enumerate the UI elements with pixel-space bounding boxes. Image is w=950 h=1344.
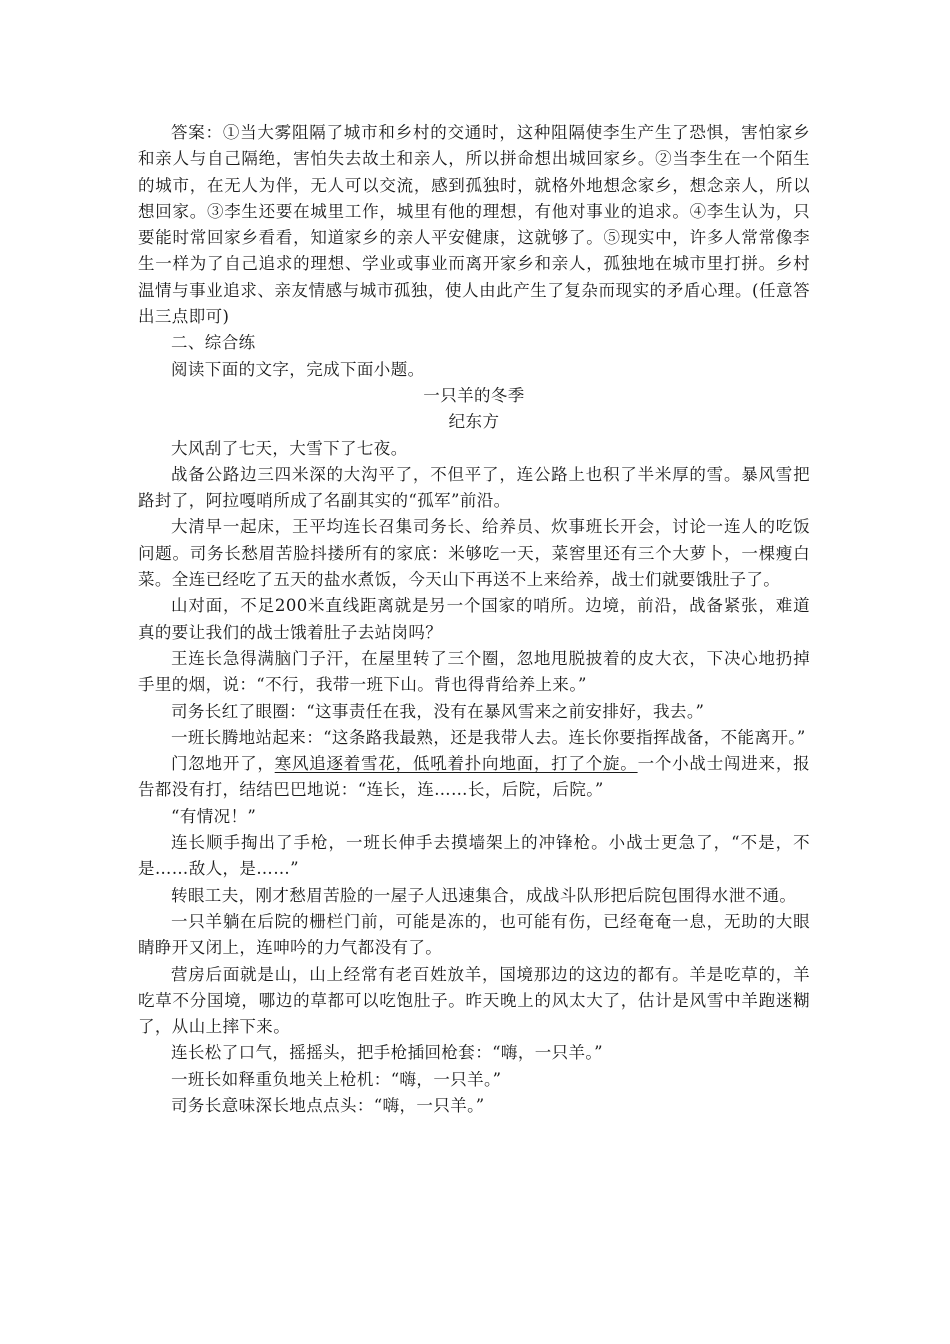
story-paragraph-14: 连长松了口气，摇摇头，把手枪插回枪套：“嗨，一只羊。” [171,1043,603,1063]
story-paragraph-6: 司务长红了眼圈：“这事责任在我，没有在暴风雪来之前安排好，我去。” [171,701,705,721]
story-paragraph-11: 转眼工夫，刚才愁眉苦脸的一屋子人迅速集合，成战斗队形把后院包围得水泄不通。 [171,885,797,905]
story-paragraph-10: 连长顺手掏出了手枪，一班长伸手去摸墙架上的冲锋枪。小战士更急了，“不是，不是……敌人，是……” [138,833,810,879]
story-paragraph-8 [138,751,810,804]
story-paragraph-9: “有情况！” [171,806,257,826]
underlined-sentence: 寒风追逐着雪花，低吼着扑向地面，打了个旋。 [274,754,638,774]
paragraph-8-lead: 门忽地开了， [171,754,275,774]
story-paragraph-12: 一只羊躺在后院的栅栏门前，可能是冻的，也可能有伤，已经奄奄一息，无助的大眼睛睁开又闭上，连呻吟的力气都没有了。 [138,911,810,958]
story-paragraph-15: 一班长如释重负地关上枪机：“嗨，一只羊。” [171,1069,502,1089]
document-body [138,120,810,1119]
reading-instruction: 阅读下面的文字，完成下面小题。 [171,359,425,379]
story-paragraph-16: 司务长意味深长地点点头：“嗨，一只羊。” [171,1095,485,1115]
story-paragraph-7: 一班长腾地站起来：“这条路我最熟，还是我带人去。连长你要指挥战备，不能离开。” [171,727,806,747]
story-author: 纪东方 [448,412,500,432]
story-paragraph-2: 战备公路边三四米深的大沟平了，不但平了，连公路上也积了半米厚的雪。暴风雪把路封了，阿拉嘎哨所成了名副其实的“孤军”前沿。 [138,464,810,511]
story-paragraph-1: 大风刮了七天，大雪下了七夜。 [171,438,408,458]
story-paragraph-13: 营房后面就是山，山上经常有老百姓放羊，国境那边的这边的都有。羊是吃草的，羊吃草不分国境，哪边的草都可以吃饱肚子。昨天晚上的风太大了，估计是风雪中羊跑迷糊了，从山上摔下来。 [138,964,810,1037]
answer-paragraph: 答案：①当大雾阻隔了城市和乡村的交通时，这种阻隔使李生产生了恐惧，害怕家乡和亲人与自己隔绝，害怕失去故土和亲人，所以拼命想出城回家乡。②当李生在一个陌生的城市，在无人为伴，无人可以交流，感到孤独时，就格外地想念家乡，想念亲人，所以想回家。③李生还要在城里工作，城里有他的理想，有他对事业的追求。④李生认为，只要能时常回家乡看看，知道家乡的亲人平安健康，这就够了。⑤现实中，许多人常常像李生一样为了自己追求的理想、学业或事业而离开家乡和亲人，孤独地在城市里打拼。乡村温情与事业追求、亲友情感与城市孤独，使人由此产生了复杂而现实的矛盾心理。(任意答出三点即可) [138,123,810,327]
section-heading: 二、综合练 [171,333,256,353]
story-paragraph-3: 大清早一起床，王平均连长召集司务长、给养员、炊事班长开会，讨论一连人的吃饭问题。司务长愁眉苦脸抖搂所有的家底：米够吃一天，菜窖里还有三个大萝卜，一棵瘦白菜。全连已经吃了五天的盐水煮饭，今天山下再送不上来给养，战士们就要饿肚子了。 [138,517,810,590]
paragraph-8-tail: 一个小战士闯进来，报告都没有打，结结巴巴地说：“连长，连……长，后院，后院。” [138,754,811,800]
story-title: 一只羊的冬季 [423,385,525,405]
story-paragraph-4: 山对面，不足200米直线距离就是另一个国家的哨所。边境，前沿，战备紧张，难道真的要让我们的战士饿着肚子去站岗吗？ [138,596,810,642]
story-paragraph-5: 王连长急得满脑门子汗，在屋里转了三个圈，忽地甩脱披着的皮大衣，下决心地扔掉手里的烟，说：“不行，我带一班下山。背也得背给养上来。” [138,648,810,695]
